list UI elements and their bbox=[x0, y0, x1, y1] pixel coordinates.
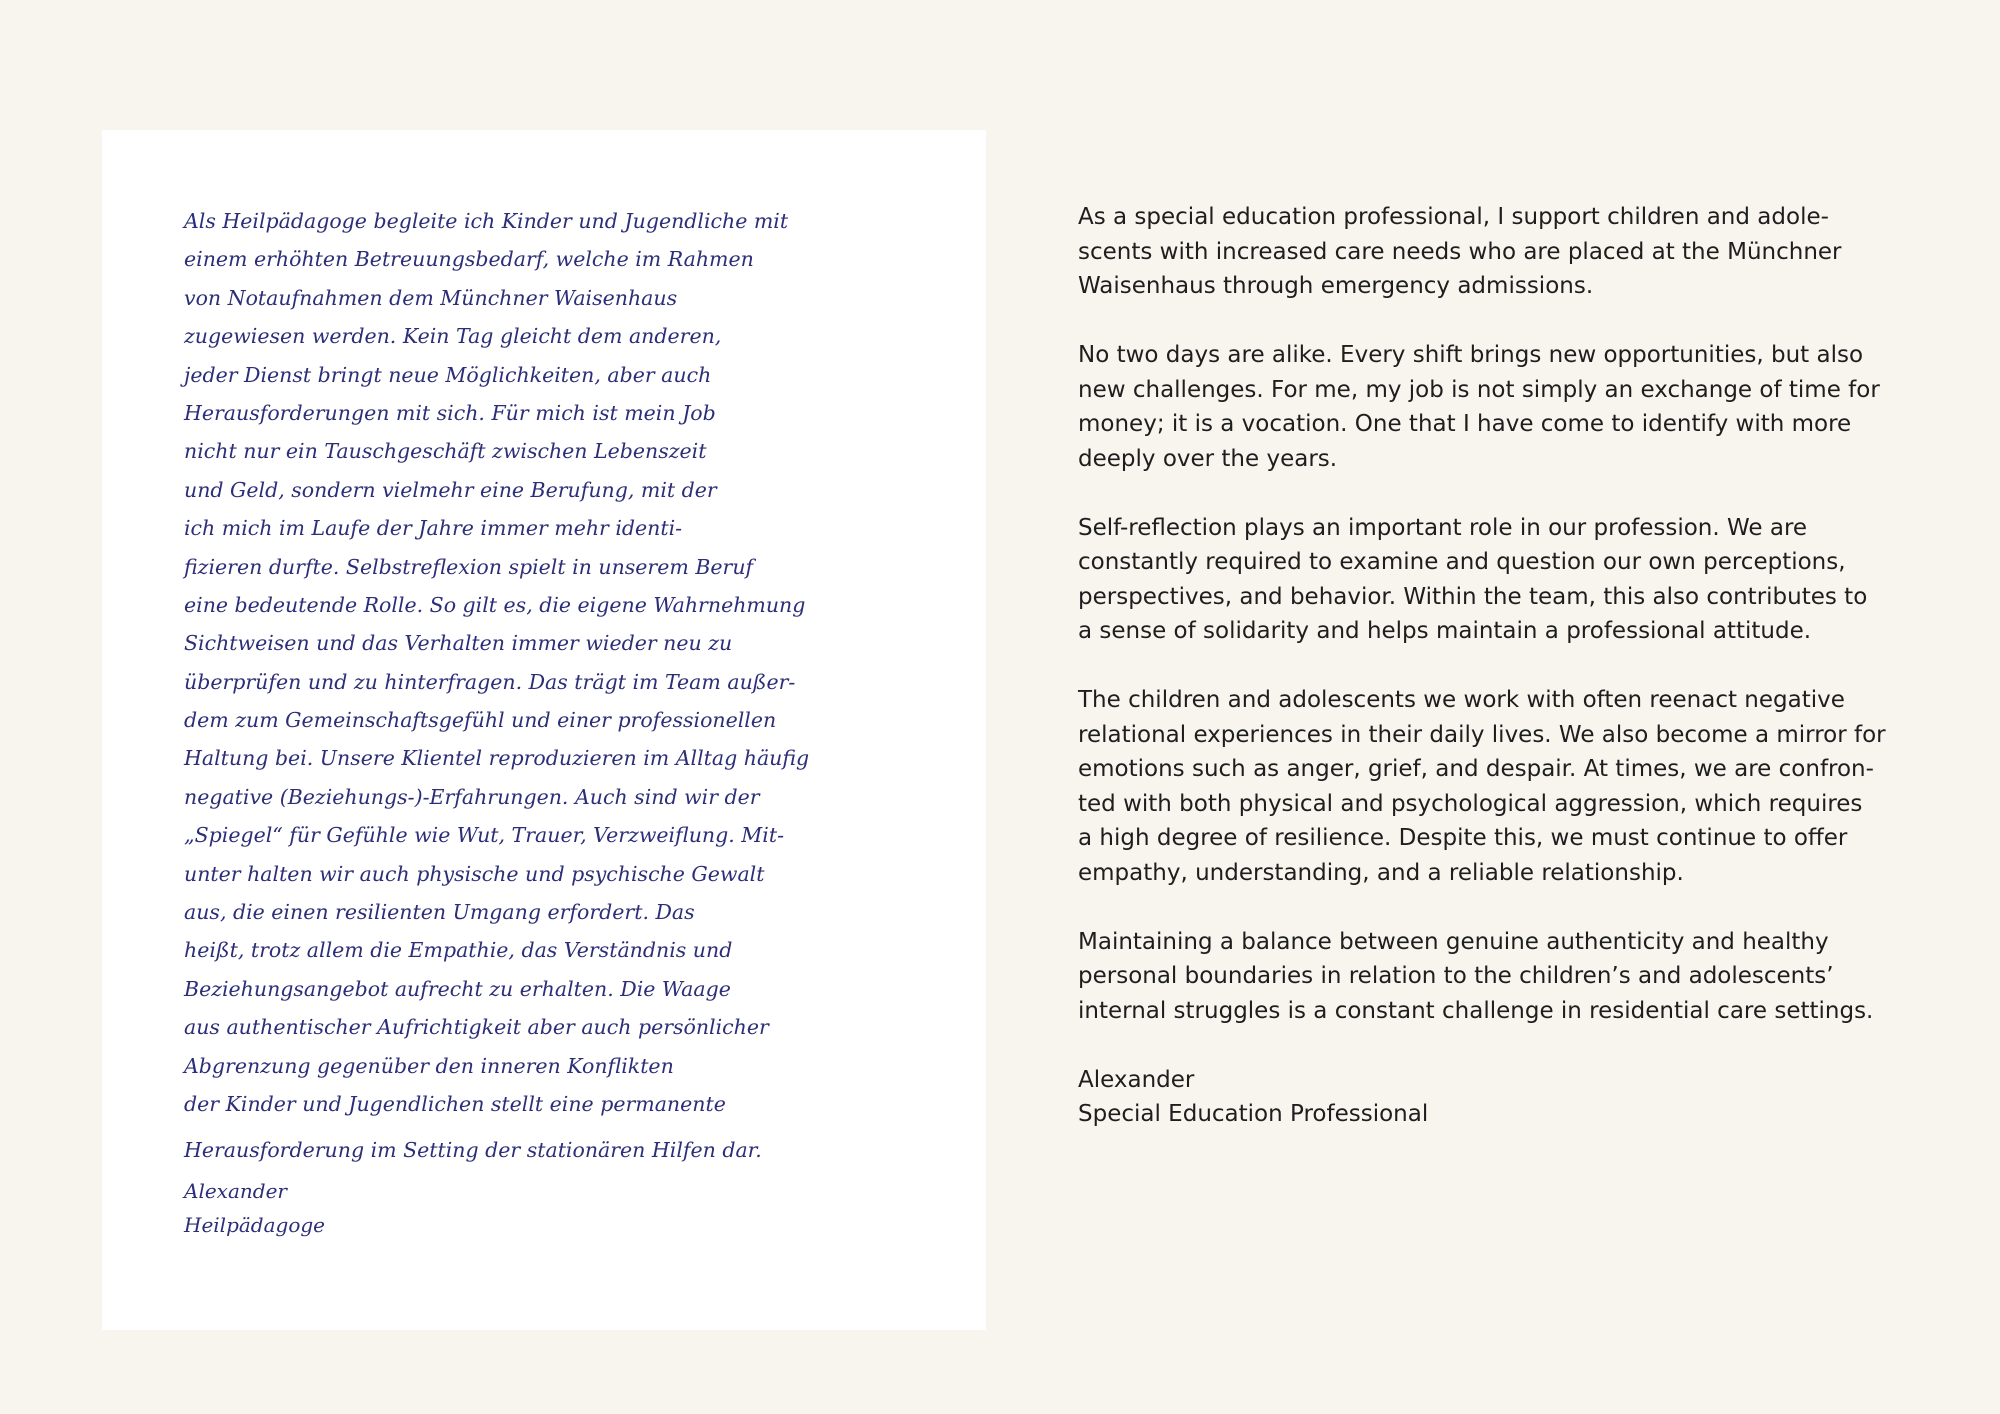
translation-line: Waisenhaus through emergency admissions. bbox=[1078, 273, 1594, 299]
handwritten-line: aus authentischer Aufrichtigkeit aber auch persönlicher bbox=[184, 1015, 769, 1040]
handwritten-text bbox=[184, 202, 914, 1242]
handwritten-line: negative (Beziehungs-)-Erfahrungen. Auch sind wir der bbox=[184, 784, 760, 809]
handwritten-line: aus, die einen resilienten Umgang erfordert. Das bbox=[184, 900, 695, 925]
handwritten-line: Abgrenzung gegenüber den inneren Konflikten bbox=[184, 1053, 674, 1078]
signature-title: Special Education Professional bbox=[1078, 1101, 1429, 1127]
translation-line: new challenges. For me, my job is not simply an exchange of time for bbox=[1078, 376, 1880, 403]
handwritten-line: einem erhöhten Betreuungsbedarf, welche im Rahmen bbox=[184, 247, 754, 272]
translation-line: a high degree of resilience. Despite this, we must continue to offer bbox=[1078, 825, 1848, 851]
handwritten-line: Als Heilpädagoge begleite ich Kinder und Jugendliche mit bbox=[184, 209, 789, 233]
handwritten-line: nicht nur ein Tauschgeschäft zwischen Lebenszeit bbox=[184, 439, 707, 464]
translation-line: Maintaining a balance between genuine authenticity and healthy bbox=[1078, 928, 1829, 955]
handwritten-letter-page bbox=[102, 130, 986, 1330]
signature-name: Alexander bbox=[1078, 1066, 1195, 1093]
handwritten-line: heißt, trotz allem die Empathie, das Verständnis und bbox=[184, 938, 733, 963]
translation-paragraph bbox=[1078, 200, 1908, 304]
handwritten-line: von Notaufnahmen dem Münchner Waisenhaus bbox=[184, 285, 678, 310]
handwritten-line: ich mich im Laufe der Jahre immer mehr identi- bbox=[184, 516, 683, 541]
translation-line: The children and adolescents we work with often reenact negative bbox=[1078, 687, 1845, 713]
handwritten-line: Beziehungsangebot aufrecht zu erhalten. Die Waage bbox=[184, 976, 731, 1001]
translation-line: empathy, understanding, and a reliable relationship. bbox=[1078, 859, 1684, 886]
translation-paragraph bbox=[1078, 683, 1908, 890]
handwritten-line: überprüfen und zu hinterfragen. Das trägt im Team außer- bbox=[184, 669, 796, 694]
translation-line: perspectives, and behavior. Within the team, this also contributes to bbox=[1078, 583, 1868, 610]
handwritten-line: fizieren durfte. Selbstreflexion spielt in unserem Beruf bbox=[184, 554, 754, 579]
translation-line: As a special education professional, I support children and adole- bbox=[1078, 204, 1829, 230]
translation-line: money; it is a vocation. One that I have come to identify with more bbox=[1078, 411, 1852, 437]
handwritten-signature-name: Alexander bbox=[184, 1178, 287, 1203]
translation-line: a sense of solidarity and helps maintain a professional attitude. bbox=[1078, 618, 1812, 644]
translation-line: scents with increased care needs who are placed at the Münchner bbox=[1078, 238, 1842, 265]
translation-line: relational experiences in their daily lives. We also become a mirror for bbox=[1078, 721, 1886, 748]
handwritten-signature-title: Heilpädagoge bbox=[184, 1212, 326, 1237]
handwritten-line: jeder Dienst bringt neue Möglichkeiten, aber auch bbox=[184, 362, 712, 387]
handwritten-line: Haltung bei. Unsere Klientel reproduzieren im Alltag häufig bbox=[184, 746, 810, 771]
translation-line: deeply over the years. bbox=[1078, 445, 1338, 472]
translation-paragraph bbox=[1078, 925, 1908, 1029]
handwritten-line: und Geld, sondern vielmehr eine Berufung, mit der bbox=[184, 477, 717, 502]
translation-signature bbox=[1078, 1063, 1908, 1132]
handwritten-line: zugewiesen werden. Kein Tag gleicht dem anderen, bbox=[184, 324, 722, 349]
handwritten-line: eine bedeutende Rolle. So gilt es, die eigene Wahrnehmung bbox=[184, 592, 806, 617]
translation-line: internal struggles is a constant challenge in residential care settings. bbox=[1078, 997, 1874, 1024]
translation-paragraph bbox=[1078, 338, 1908, 476]
handwritten-line: Sichtweisen und das Verhalten immer wieder neu zu bbox=[184, 631, 733, 656]
handwritten-line: „Spiegel“ für Gefühle wie Wut, Trauer, Verzweiflung. Mit- bbox=[184, 823, 785, 848]
handwritten-line: der Kinder und Jugendlichen stellt eine permanente bbox=[184, 1091, 726, 1116]
english-translation bbox=[1078, 200, 1908, 1166]
translation-paragraph bbox=[1078, 511, 1908, 649]
handwritten-line: dem zum Gemeinschaftsgefühl und einer professionellen bbox=[184, 708, 777, 733]
translation-line: ted with both physical and psychological aggression, which requires bbox=[1078, 790, 1863, 817]
translation-line: constantly required to examine and question our own perceptions, bbox=[1078, 549, 1846, 575]
handwritten-line: unter halten wir auch physische und psychische Gewalt bbox=[184, 861, 765, 886]
translation-line: No two days are alike. Every shift brings new opportunities, but also bbox=[1078, 342, 1864, 368]
translation-line: personal boundaries in relation to the children’s and adolescents’ bbox=[1078, 963, 1834, 989]
handwritten-line: Herausforderungen mit sich. Für mich ist mein Job bbox=[184, 400, 716, 425]
translation-line: Self-reflection plays an important role in our profession. We are bbox=[1078, 514, 1808, 541]
handwritten-line: Herausforderung im Setting der stationären Hilfen dar. bbox=[184, 1138, 762, 1163]
translation-line: emotions such as anger, grief, and despair. At times, we are confron- bbox=[1078, 756, 1874, 782]
